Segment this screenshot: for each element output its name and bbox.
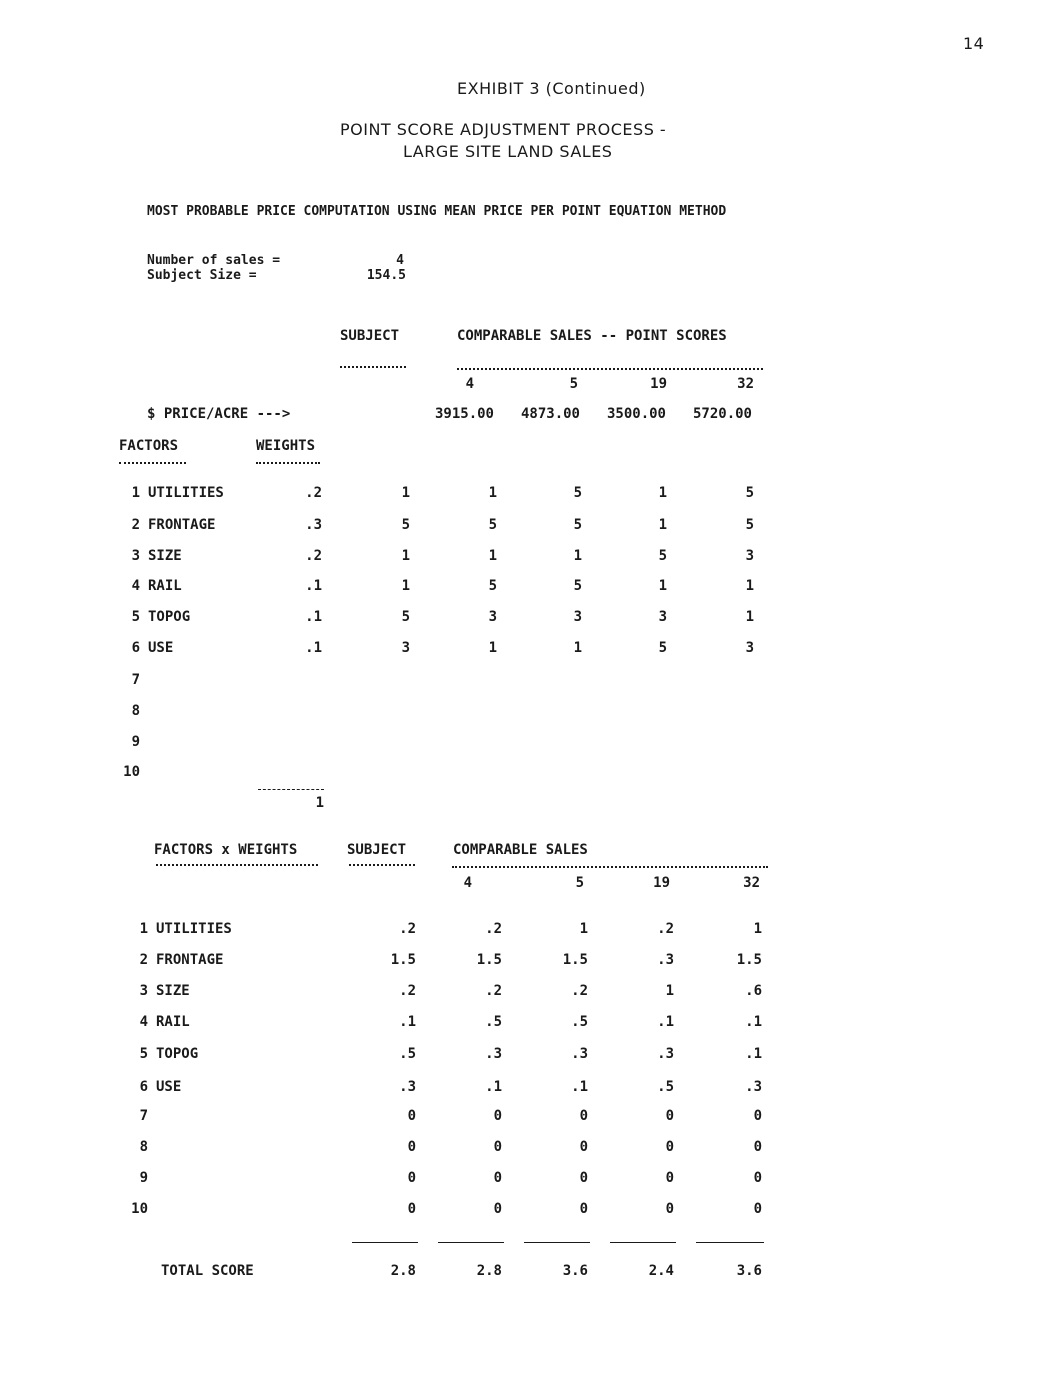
factor-number: 9 [131,734,140,750]
comparable-score: 3 [573,609,582,625]
subject-score: 5 [401,609,410,625]
total-line-sale-1 [438,1242,504,1243]
comparable-weighted-score: .3 [657,1046,674,1062]
factor-weight: .1 [305,609,322,625]
num-sales-label: Number of sales = [147,253,281,268]
comparable-weighted-score: .1 [485,1079,502,1095]
comparable-weighted-score: .5 [485,1014,502,1030]
comparable-weighted-score: .1 [657,1014,674,1030]
comparable-score: 1 [745,609,754,625]
comparable-weighted-score: .2 [485,921,502,937]
comparable-score: 1 [488,485,497,501]
factor-weight: .2 [305,548,322,564]
factor-number: 1 [131,485,140,501]
factor-name: FRONTAGE [156,952,224,968]
factor-weight: .2 [305,485,322,501]
comparable-weighted-score: .3 [571,1046,588,1062]
subject-weighted-score: 0 [407,1201,416,1217]
subject-score: 1 [401,485,410,501]
subject-score: 1 [401,578,410,594]
comparable-weighted-score: .2 [657,921,674,937]
sale-id: 32 [743,875,760,891]
factor-number: 8 [139,1139,148,1155]
sale-id: 4 [463,875,472,891]
comparable-score: 3 [488,609,497,625]
factor-name: TOPOG [148,609,191,625]
comparable-score: 5 [745,485,754,501]
subject-score: 5 [401,517,410,533]
num-sales-value: 4 [396,253,404,268]
page-number: 14 [963,34,985,53]
comparable-weighted-score: .5 [657,1079,674,1095]
comparable-weighted-score: 1 [753,921,762,937]
sale-id: 32 [737,376,754,392]
total-line-sale-2 [524,1242,590,1243]
comparable-weighted-score: 0 [665,1139,674,1155]
factor-name: SIZE [148,548,182,564]
total-comparable-score: 3.6 [562,1263,588,1279]
comparable-score: 1 [488,640,497,656]
subject-weighted-score: .3 [399,1079,416,1095]
sale-price: 3915.00 [434,406,494,422]
comparable-weighted-score: 0 [753,1108,762,1124]
factor-number: 7 [139,1108,148,1124]
comparable-weighted-score: 0 [579,1201,588,1217]
comparable-weighted-score: 1.5 [562,952,588,968]
subject-underline-2 [349,864,415,866]
total-comparable-score: 3.6 [736,1263,762,1279]
total-line-sale-3 [610,1242,676,1243]
factors-x-weights-underline [156,864,318,866]
comparable-weighted-score: 0 [665,1201,674,1217]
comparable-score: 5 [658,640,667,656]
total-line-sale-4 [696,1242,764,1243]
subject-header-2: SUBJECT [347,842,407,858]
comparable-weighted-score: 1 [665,983,674,999]
comparable-score: 1 [488,548,497,564]
comparable-weighted-score: 0 [753,1170,762,1186]
factor-name: TOPOG [156,1046,199,1062]
total-line-subject [352,1242,418,1243]
comparable-weighted-score: 0 [579,1139,588,1155]
weights-sum-line [258,789,324,790]
weights-underline [256,462,320,464]
sale-id: 19 [650,376,667,392]
comparable-underline-2 [452,866,768,868]
comparable-weighted-score: .3 [657,952,674,968]
factor-number: 3 [131,548,140,564]
comparable-weighted-score: .5 [571,1014,588,1030]
comparable-weighted-score: 0 [753,1201,762,1217]
sale-id: 5 [569,376,578,392]
subject-weighted-score: .1 [399,1014,416,1030]
sale-id: 19 [653,875,670,891]
factor-number: 4 [131,578,140,594]
subject-weighted-score: 0 [407,1170,416,1186]
factor-name: RAIL [156,1014,190,1030]
comparable-score: 5 [745,517,754,533]
factor-number: 4 [139,1014,148,1030]
factor-number: 3 [139,983,148,999]
factor-name: SIZE [156,983,190,999]
comparable-score: 1 [658,485,667,501]
exhibit-title: EXHIBIT 3 (Continued) [457,79,646,98]
method-heading: MOST PROBABLE PRICE COMPUTATION USING MEAN PRICE PER POINT EQUATION METHOD [147,204,727,219]
factor-number: 2 [139,952,148,968]
factor-weight: .3 [305,517,322,533]
subject-score: 1 [401,548,410,564]
sale-id: 4 [465,376,474,392]
comparable-score: 5 [573,517,582,533]
subject-weighted-score: .5 [399,1046,416,1062]
comparable-weighted-score: .1 [745,1014,762,1030]
comparable-weighted-score: .6 [745,983,762,999]
comparable-weighted-score: 0 [665,1170,674,1186]
comparable-score: 1 [658,578,667,594]
factor-weight: .1 [305,578,322,594]
comparable-score: 5 [488,517,497,533]
comparable-weighted-score: 0 [579,1170,588,1186]
factor-name: UTILITIES [156,921,232,937]
sale-id: 5 [575,875,584,891]
price-per-acre-label: $ PRICE/ACRE ---> [147,406,291,422]
factor-number: 1 [139,921,148,937]
subject-underline [340,366,406,368]
comparable-weighted-score: 1 [579,921,588,937]
factors-x-weights-header: FACTORS x WEIGHTS [154,842,298,858]
total-comparable-score: 2.8 [476,1263,502,1279]
comparable-score: 5 [488,578,497,594]
comparable-score: 1 [573,548,582,564]
factor-number: 2 [131,517,140,533]
total-score-label: TOTAL SCORE [161,1263,254,1279]
factor-name: RAIL [148,578,182,594]
comparable-weighted-score: 0 [579,1108,588,1124]
sale-price: 5720.00 [692,406,752,422]
factor-number: 10 [131,1201,148,1217]
comparable-weighted-score: 0 [665,1108,674,1124]
comparable-weighted-score: 0 [753,1139,762,1155]
factor-number: 6 [139,1079,148,1095]
comparable-score: 3 [745,640,754,656]
comparable-score: 3 [745,548,754,564]
factor-name: UTILITIES [148,485,224,501]
factor-number: 6 [131,640,140,656]
weights-header: WEIGHTS [256,438,316,454]
comparable-weighted-score: 1.5 [476,952,502,968]
weights-total: 1 [315,795,324,811]
factor-number: 5 [131,609,140,625]
title-line-2: LARGE SITE LAND SALES [403,142,613,161]
comparable-score: 5 [573,485,582,501]
comparable-underline [457,368,763,370]
comparable-weighted-score: 1.5 [736,952,762,968]
subject-header: SUBJECT [340,328,400,344]
subject-score: 3 [401,640,410,656]
comparable-weighted-score: .3 [745,1079,762,1095]
factor-number: 5 [139,1046,148,1062]
factor-name: USE [148,640,174,656]
comparable-weighted-score: .3 [485,1046,502,1062]
title-line-1: POINT SCORE ADJUSTMENT PROCESS - [340,120,667,139]
factor-name: USE [156,1079,182,1095]
comparable-score: 1 [658,517,667,533]
factor-number: 10 [123,764,140,780]
subject-size-value: 154.5 [366,268,406,283]
comparable-score: 3 [658,609,667,625]
subject-weighted-score: .2 [399,921,416,937]
comparable-sales-header-2: COMPARABLE SALES [453,842,588,858]
comparable-sales-header: COMPARABLE SALES -- POINT SCORES [457,328,727,344]
factors-underline [119,462,186,464]
subject-size-label: Subject Size = [147,268,257,283]
comparable-weighted-score: 0 [493,1139,502,1155]
subject-weighted-score: .2 [399,983,416,999]
comparable-weighted-score: .2 [485,983,502,999]
sale-price: 4873.00 [520,406,580,422]
factor-number: 8 [131,703,140,719]
total-comparable-score: 2.4 [648,1263,674,1279]
comparable-weighted-score: 0 [493,1108,502,1124]
comparable-weighted-score: .1 [571,1079,588,1095]
subject-weighted-score: 0 [407,1108,416,1124]
factor-number: 7 [131,672,140,688]
comparable-score: 5 [573,578,582,594]
comparable-weighted-score: 0 [493,1201,502,1217]
factor-name: FRONTAGE [148,517,216,533]
factor-weight: .1 [305,640,322,656]
comparable-weighted-score: 0 [493,1170,502,1186]
factor-number: 9 [139,1170,148,1186]
subject-weighted-score: 0 [407,1139,416,1155]
comparable-score: 1 [573,640,582,656]
comparable-weighted-score: .2 [571,983,588,999]
subject-weighted-score: 1.5 [390,952,416,968]
total-subject-score: 2.8 [390,1263,416,1279]
sale-price: 3500.00 [606,406,666,422]
factors-header: FACTORS [119,438,179,454]
comparable-score: 5 [658,548,667,564]
comparable-weighted-score: .1 [745,1046,762,1062]
comparable-score: 1 [745,578,754,594]
